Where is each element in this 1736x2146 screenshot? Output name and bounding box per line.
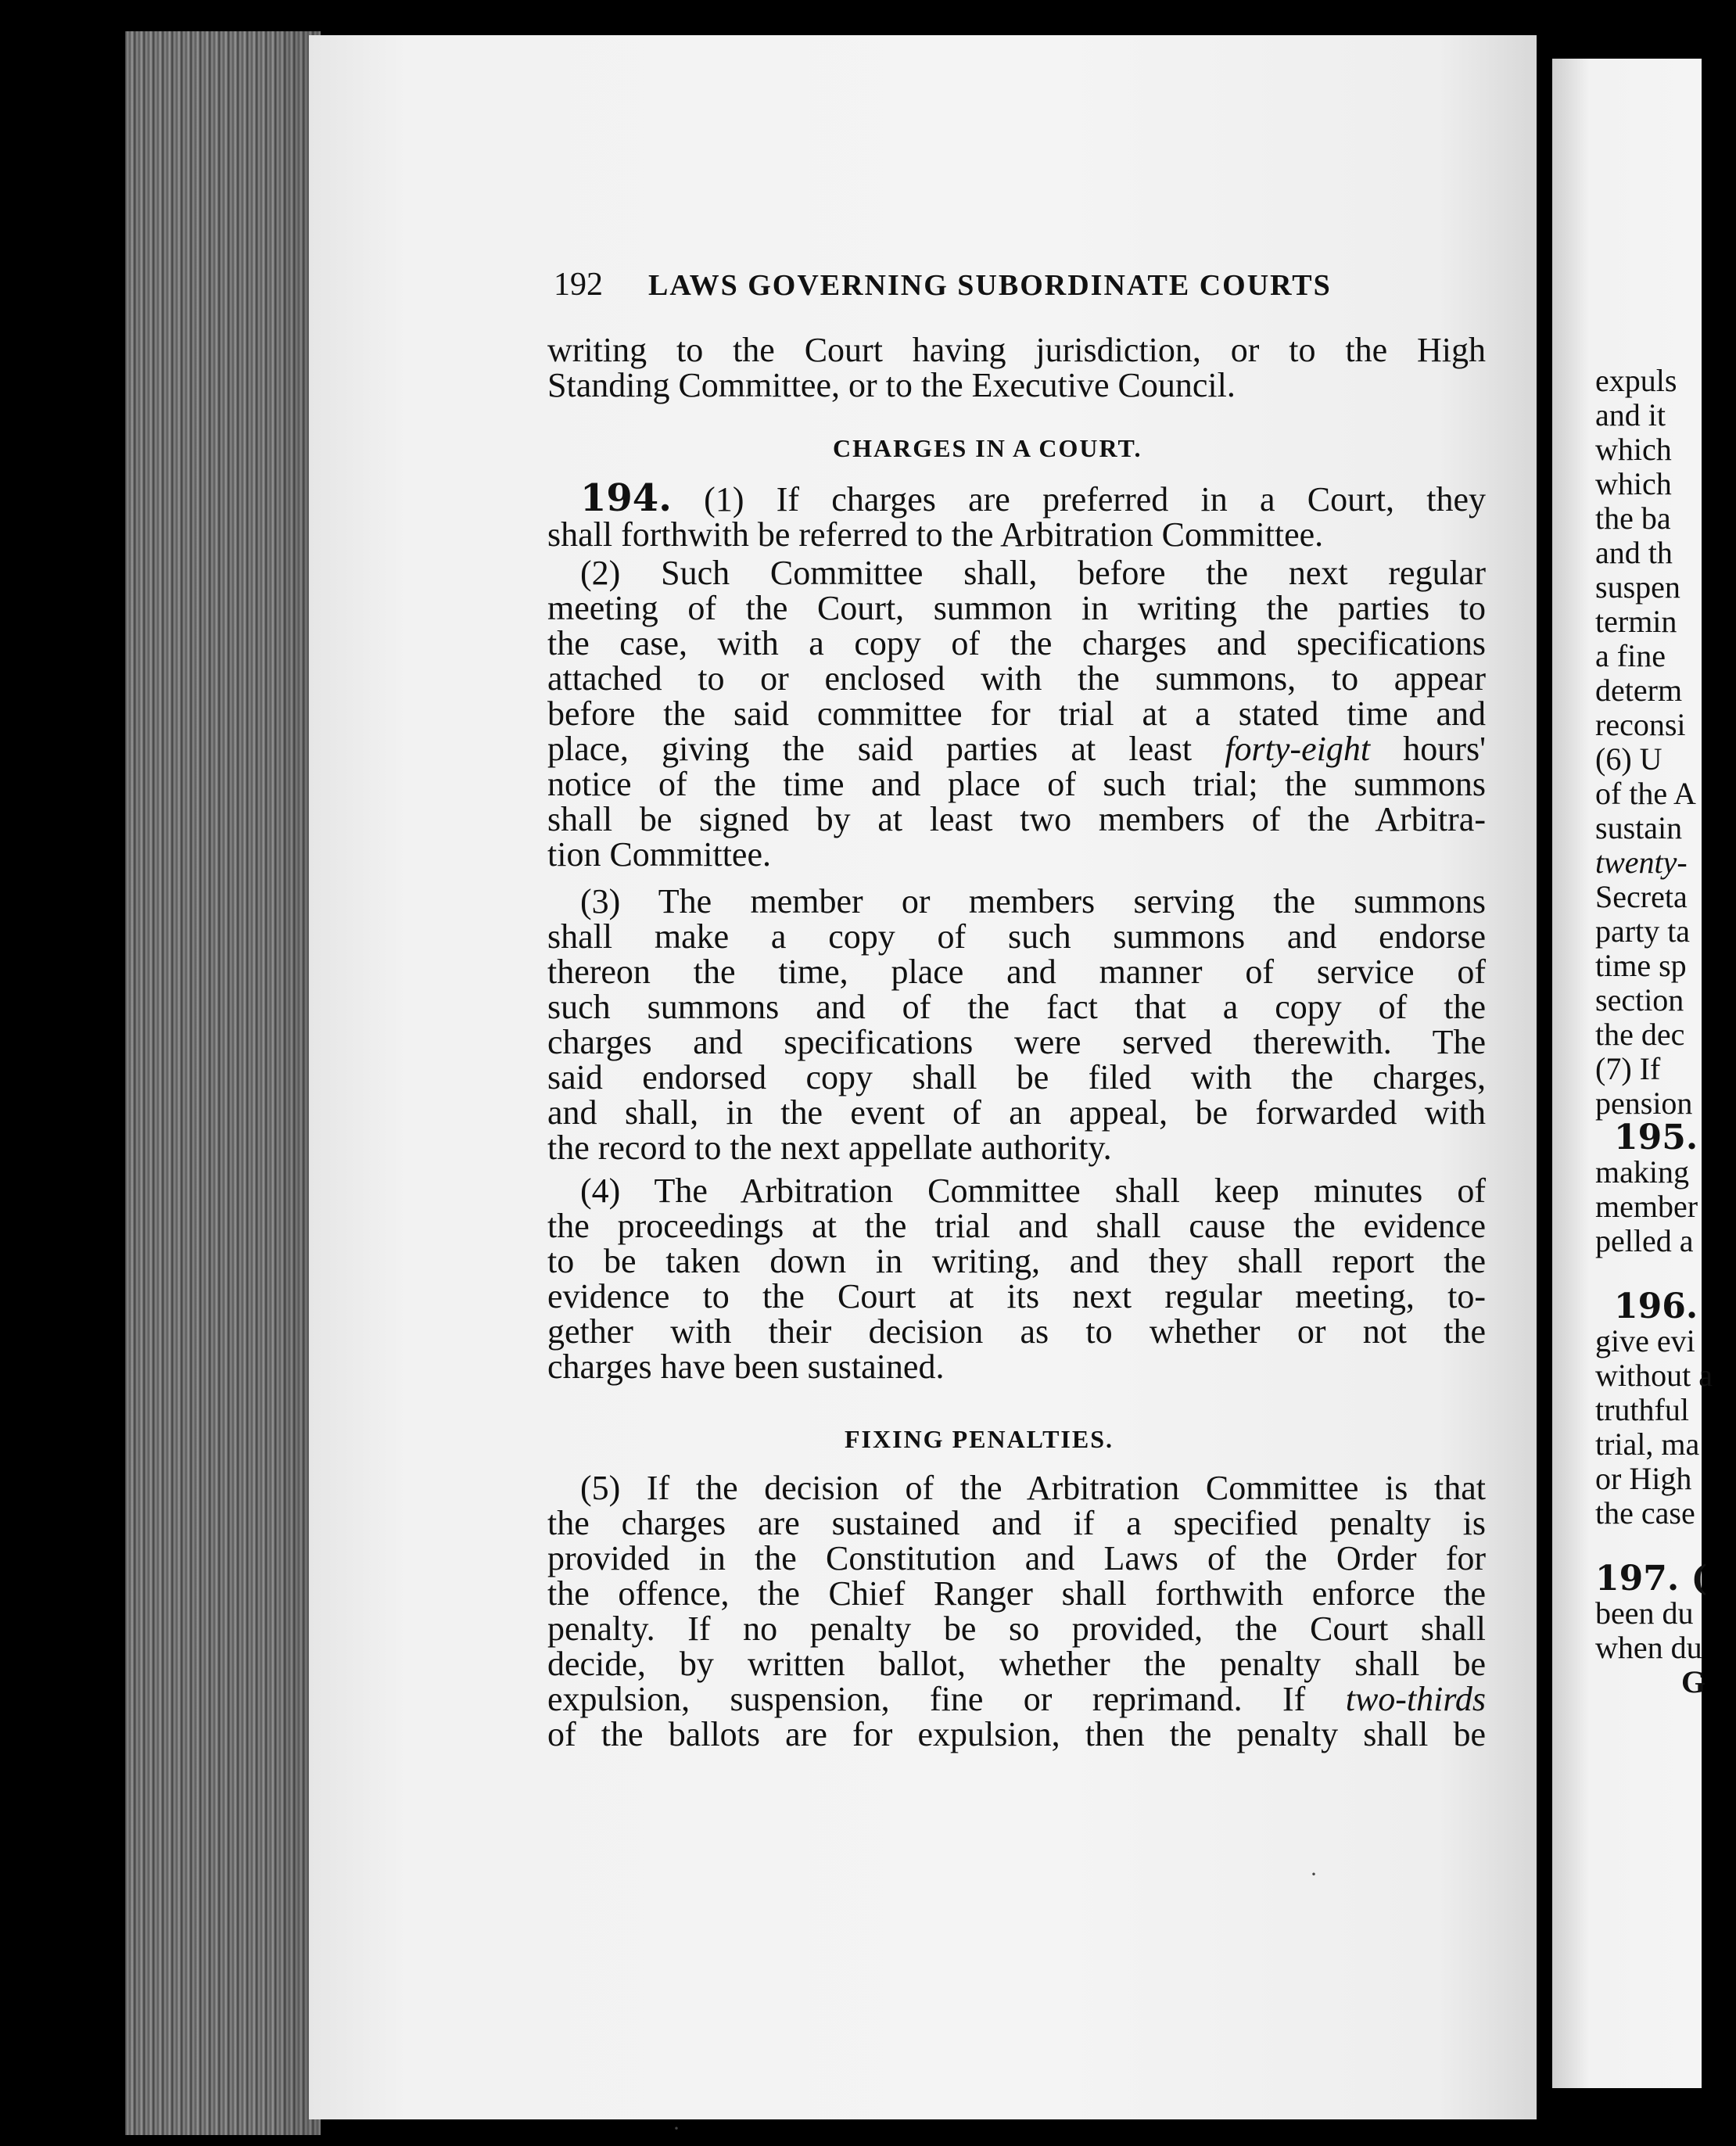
running-head [554,266,1332,303]
fragment-line: been du [1595,1595,1694,1631]
fragment-section-number: 197. ( [1595,1559,1708,1599]
section-heading-penalties: FIXING PENALTIES. [845,1425,1114,1453]
section-194-para-4 [547,1173,1486,1384]
text-line: shall make a copy of such summons and endorse [547,917,1486,956]
scan-speck: · [673,2115,680,2141]
text-line: (2) Such Committee shall, before the next regular [580,554,1486,592]
fragment-signature-mark: G [1681,1664,1706,1699]
text-line: shall be signed by at least two members of the Arbitra- [547,800,1486,838]
section-194-para-3 [547,884,1486,1165]
text-line: the offence, the Chief Ranger shall forthwith enforce the [547,1574,1486,1613]
text-line: attached to or enclosed with the summons, to appear [547,659,1486,698]
text-line: the case, with a copy of the charges and specifications [547,624,1486,662]
continued-paragraph [547,332,1486,403]
fragment-line: determ [1595,673,1683,708]
text-line: said endorsed copy shall be filed with the charges, [547,1058,1486,1096]
text-line: (3) The member or members serving the summons [580,882,1486,920]
running-head-title: LAWS GOVERNING SUBORDINATE COURTS [648,269,1332,302]
text-line: decide, by written ballot, whether the penalty shall be [547,1645,1486,1683]
fragment-line: and th [1595,535,1673,570]
section-number: 194. [580,476,672,520]
text-line: writing to the Court having jurisdiction, or to the High [547,331,1486,369]
text-line: provided in the Constitution and Laws of the Order for [547,1539,1486,1577]
fragment-line: party ta [1595,913,1691,949]
italic-term: forty-eight [1225,730,1371,768]
fragment-line: give evi [1595,1323,1695,1358]
fragment-line: expuls [1595,363,1677,398]
fragment-line: (6) U [1595,741,1662,777]
text-line: meeting of the Court, summon in writing the parties to [547,589,1486,627]
fragment-line: when du [1595,1630,1702,1665]
fragment-line: a fine [1595,638,1666,673]
fragment-line: making [1595,1154,1689,1190]
fragment-line: of the A [1595,776,1696,811]
fragment-line: the dec [1595,1017,1685,1052]
text-line: expulsion, suspension, fine or reprimand. If [547,1680,1306,1718]
section-194-para-2 [547,555,1486,872]
right-page-text-fragment [1595,364,1736,1699]
scan-speck: · [1310,1861,1318,1887]
fragment-line: section [1595,982,1684,1017]
text-line: the proceedings at the trial and shall cause the evidence [547,1207,1486,1245]
text-line: to be taken down in writing, and they shall report the [547,1242,1486,1280]
section-heading-charges: CHARGES IN A COURT. [833,434,1142,462]
text-line: before the said committee for trial at a stated time and [547,694,1486,733]
fragment-line: reconsi [1595,707,1686,742]
text-line: such summons and of the fact that a copy of the [547,988,1486,1026]
fragment-line: without a [1595,1358,1713,1393]
fragment-line: Secreta [1595,879,1688,914]
fragment-line: sustain [1595,810,1683,845]
fragment-line: member [1595,1189,1698,1224]
fragment-line: pension [1595,1086,1693,1121]
fragment-line: the case [1595,1495,1695,1531]
text-line: (5) If the decision of the Arbitration Committee is that [580,1469,1486,1507]
text-line: and shall, in the event of an appeal, be forwarded with [547,1093,1486,1132]
fragment-line: trial, ma [1595,1426,1700,1462]
text-line: shall forthwith be referred to the Arbitration Committee. [547,515,1324,554]
fragment-line: twenty- [1595,845,1688,880]
fragment-line: the ba [1595,501,1671,536]
section-194-para-5 [547,1470,1486,1752]
fragment-line: which [1595,432,1672,467]
text-line: charges and specifications were served therewith. The [547,1023,1486,1061]
fragment-line: or High [1595,1461,1692,1496]
text-line: (1) If charges are preferred in a Court, they [704,480,1487,519]
text-line: notice of the time and place of such trial; the summons [547,765,1486,803]
fragment-section-number: 195. [1614,1118,1698,1157]
text-line: tion Committee. [547,835,771,874]
fragment-line: truthful [1595,1392,1689,1427]
fragment-line: (7) If [1595,1051,1661,1086]
text-line: of the ballots are for expulsion, then the penalty shall be [547,1715,1486,1753]
page-number: 192 [554,267,603,303]
section-194-para-1 [547,476,1487,554]
text-line: place, giving the said parties at least [547,730,1193,768]
fragment-section-number: 196. [1614,1287,1698,1326]
text-line: thereon the time, place and manner of service of [547,953,1486,991]
fragment-line: pelled a [1595,1223,1694,1258]
fragment-line: suspen [1595,569,1680,605]
fragment-line: which [1595,466,1672,501]
text-line: evidence to the Court at its next regular meeting, to- [547,1277,1486,1315]
text-line: (4) The Arbitration Committee shall keep minutes of [580,1172,1486,1210]
text-fragment: hours' [1403,730,1486,768]
italic-term: two-thirds [1345,1680,1487,1718]
fragment-line: time sp [1595,948,1687,983]
fragment-line: and it [1595,397,1666,432]
text-line: Standing Committee, or to the Executive Council. [547,366,1236,404]
text-line: gether with their decision as to whether or not the [547,1312,1486,1351]
fragment-line: termin [1595,604,1677,639]
text-line: the record to the next appellate authority. [547,1129,1112,1167]
text-line: penalty. If no penalty be so provided, the Court shall [547,1610,1486,1648]
text-line: the charges are sustained and if a specified penalty is [547,1504,1486,1542]
text-line: charges have been sustained. [547,1348,945,1386]
